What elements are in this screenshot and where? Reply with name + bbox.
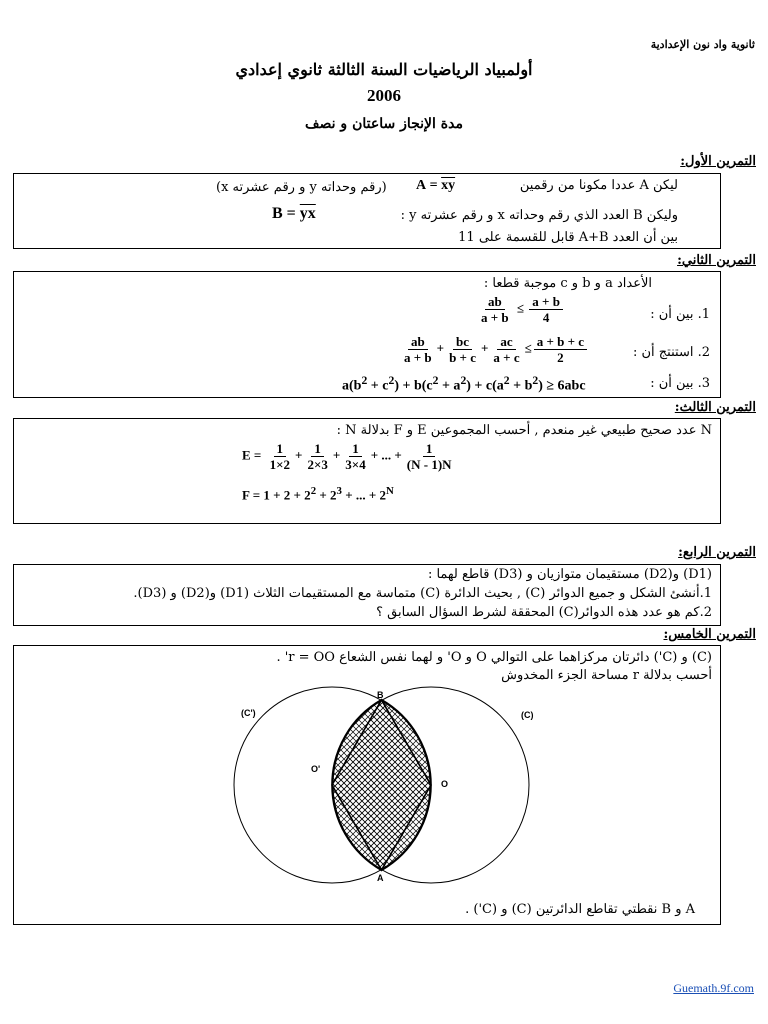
page-title: أولمبياد الرياضيات السنة الثالثة ثانوي إعدادي [235, 60, 533, 79]
exercise-2-heading: التمرين الثاني: [677, 253, 756, 268]
ex1-line1-text: ليكن A عددا مكونا من رقمين [519, 178, 678, 193]
label-o: O [441, 779, 449, 789]
ex5-line3: A و B نقطتي تقاطع الدائرتين (C) و (C') . [465, 902, 695, 917]
exercise-3-box [13, 418, 721, 524]
ex3-sum-f: $F = 1 + 2 + 2^2 + 2^3$ + ... + $2^N$ [242, 485, 394, 503]
footer-site-link[interactable]: Guemath.9f.com [673, 981, 754, 995]
ex2-q3: 3. بين أن : [650, 376, 710, 391]
exercise-5-box [13, 645, 721, 925]
ex5-line2: أحسب بدلالة r مساحة الجزء المخدوش [501, 668, 712, 683]
label-a: A [377, 873, 384, 883]
exercise-4-heading: التمرين الرابع: [678, 545, 756, 560]
ex2-inequality-3: $a(b^2 + c^2) + b(c^2 + a^2) + c(a^2 + b^2) \ge 6abc$ [342, 374, 586, 394]
ex2-q2: 2. استنتج أن : [632, 345, 710, 360]
ex3-intro: N عدد صحيح طبيعي غير منعدم , أحسب المجموعين E و F بدلالة N : [336, 423, 712, 438]
label-b: B [377, 690, 384, 700]
exercise-3-heading: التمرين الثالث: [674, 400, 756, 415]
two-circles-figure [209, 690, 554, 891]
exercise-2-box [13, 271, 721, 398]
exercise-4-box [13, 564, 721, 626]
label-o-prime: O' [311, 764, 321, 774]
ex3-sum-e: E = $\frac{1}{1\times 2}$ + $\frac{1}{2\times 3}$ + $\frac{1}{3\times 4}$ + ... + $\frac{1}{(N - 1)N}$ [242, 441, 452, 472]
label-c-prime: (C') [241, 708, 256, 718]
exercise-1-heading: التمرين الأول: [680, 154, 756, 169]
ex2-intro: الأعداد a و b و c موجبة قطعا : [483, 276, 652, 291]
exercise-5-heading: التمرين الخامس: [663, 627, 756, 642]
label-c: (C) [521, 710, 534, 720]
ex1-line1-formula: $A = \overline{xy}$ [416, 178, 456, 193]
ex1-line3: بين أن العدد A+B قابل للقسمة على 11 [458, 230, 678, 245]
exercise-1-box [13, 173, 721, 249]
exam-year: 2006 [367, 86, 401, 105]
ex1-line2-formula: $B = \overline{yx}$ [272, 205, 316, 222]
exam-duration: مدة الإنجاز ساعتان و نصف [305, 116, 463, 132]
ex2-inequality-2: $\frac{ab}{a + b}$ + $\frac{bc}{b + c}$ + $\frac{ac}{a + c}$ ≤ $\frac{a + b + c}{2}$ [399, 334, 589, 365]
ex4-line3: 2.كم هو عدد هذه الدوائر(C) المحققة لشرط السؤال السابق ؟ [376, 605, 712, 620]
ex2-q1: 1. بين أن : [650, 307, 710, 322]
ex2-inequality-1: $\frac{ab}{a + b}$ ≤ $\frac{a + b}{4}$ [476, 294, 565, 325]
school-name: ثانوية واد نون الإعدادية [650, 38, 755, 51]
ex1-line1-tail: (رقم وحداته y و رقم عشرته x) [216, 180, 387, 195]
ex1-line2-text: وليكن B العدد الذي رقم وحداته x و رقم عشرته y : [400, 208, 678, 223]
ex5-line1: (C) و (C') دائرتان مركزاهما على التوالي O و O' و لهما نفس الشعاع r = OO' . [276, 650, 712, 665]
ex4-line2: 1.أنشئ الشكل و جميع الدوائر (C) , بحيث الدائرة (C) متماسة مع المستقيمات الثلاث (D1) و(D2) و (D3). [133, 586, 712, 601]
ex4-line1: (D1) و(D2) مستقيمان متوازيان و (D3) قاطع لهما : [427, 567, 712, 582]
